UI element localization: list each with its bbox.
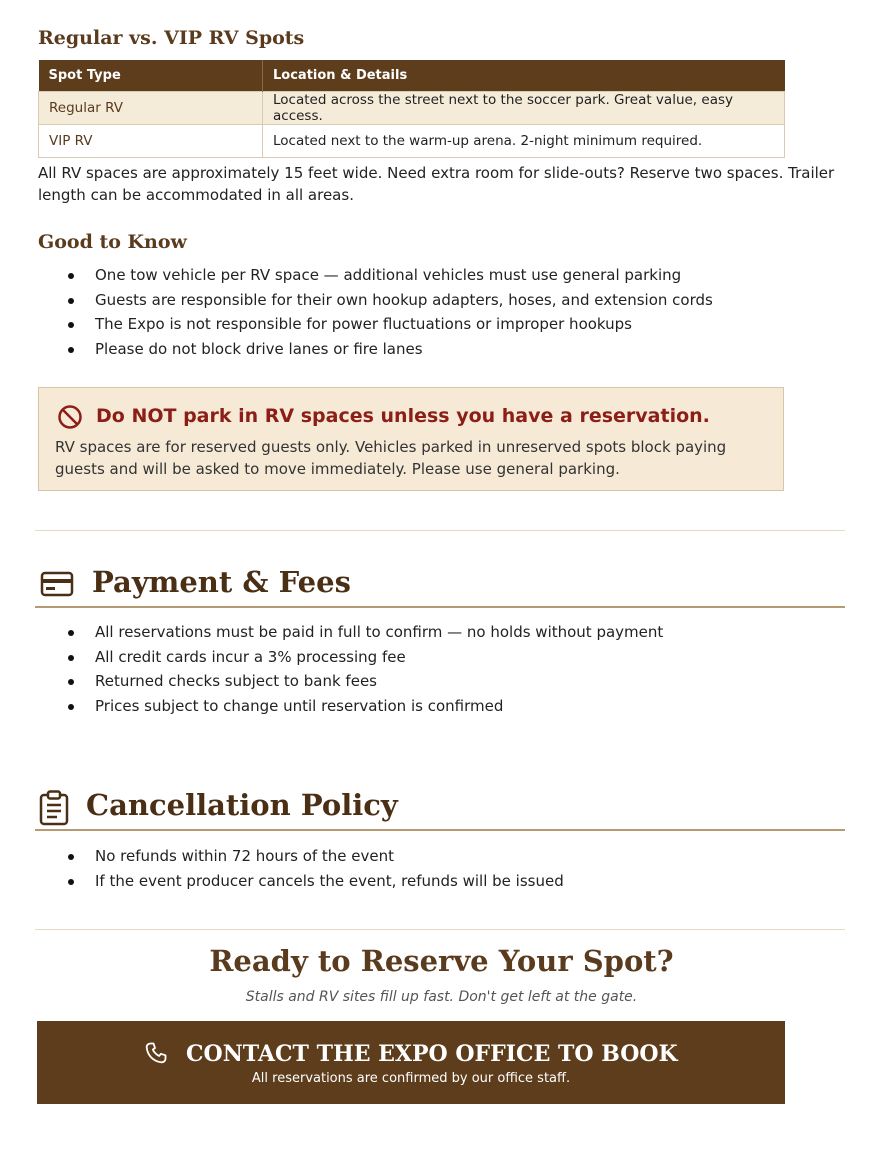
list-item: Prices subject to change until reservation is confirmed (38, 694, 663, 719)
table-cell: Located next to the warm-up arena. 2-night minimum required. (263, 125, 785, 158)
payment-list (38, 620, 663, 718)
list-item: All credit cards incur a 3% processing fee (38, 645, 663, 670)
table-cell: VIP RV (39, 125, 263, 158)
list-item: Guests are responsible for their own hookup adapters, hoses, and extension cords (38, 288, 713, 313)
table-header: Spot Type (39, 60, 263, 92)
list-item: The Expo is not responsible for power fluctuations or improper hookups (38, 312, 713, 337)
rv-note: All RV spaces are approximately 15 feet wide. Need extra room for slide-outs? Reserve two spaces. Trailer length can be accommodated in all areas. (38, 164, 835, 204)
good-to-know-list (38, 263, 713, 361)
good-to-know-title: Good to Know (38, 231, 187, 253)
cancellation-list (38, 844, 564, 893)
cta-subtitle: Stalls and RV sites fill up fast. Don't get left at the gate. (245, 989, 638, 1005)
table-header-row (39, 60, 785, 92)
credit-card-icon (40, 570, 74, 602)
contact-button-label: CONTACT THE EXPO OFFICE TO BOOK (186, 1041, 678, 1067)
list-item: Please do not block drive lanes or fire lanes (38, 337, 713, 362)
list-item: If the event producer cancels the event, refunds will be issued (38, 869, 564, 894)
payment-title: Payment & Fees (92, 565, 351, 599)
contact-button[interactable] (37, 1021, 785, 1104)
cta-title: Ready to Reserve Your Spot? (209, 944, 674, 978)
table-cell: Located across the street next to the soccer park. Great value, easy access. (263, 92, 785, 125)
list-item: No refunds within 72 hours of the event (38, 844, 564, 869)
list-item: Returned checks subject to bank fees (38, 669, 663, 694)
warning-title: Do NOT park in RV spaces unless you have a reservation. (96, 405, 710, 427)
table-row (39, 125, 785, 158)
section-rule (35, 829, 845, 831)
list-item: All reservations must be paid in full to confirm — no holds without payment (38, 620, 663, 645)
rv-section-title: Regular vs. VIP RV Spots (38, 27, 305, 49)
contact-button-note: All reservations are confirmed by our office staff. (251, 1071, 571, 1086)
divider (35, 929, 845, 930)
list-item: One tow vehicle per RV space — additional vehicles must use general parking (38, 263, 713, 288)
contact-button-label-row (37, 1041, 785, 1067)
cancellation-title: Cancellation Policy (86, 788, 398, 822)
phone-icon (144, 1041, 186, 1067)
table-row (39, 92, 785, 125)
divider (35, 530, 845, 531)
table-cell: Regular RV (39, 92, 263, 125)
table-header: Location & Details (263, 60, 785, 92)
warning-box (38, 387, 784, 491)
rv-spots-table (38, 60, 785, 158)
section-rule (35, 606, 845, 608)
clipboard-icon (38, 790, 70, 830)
prohibited-icon (57, 404, 83, 434)
warning-body: RV spaces are for reserved guests only. Vehicles parked in unreserved spots block paying guests and will be asked to move immediately. Please use general parking. (55, 438, 727, 478)
